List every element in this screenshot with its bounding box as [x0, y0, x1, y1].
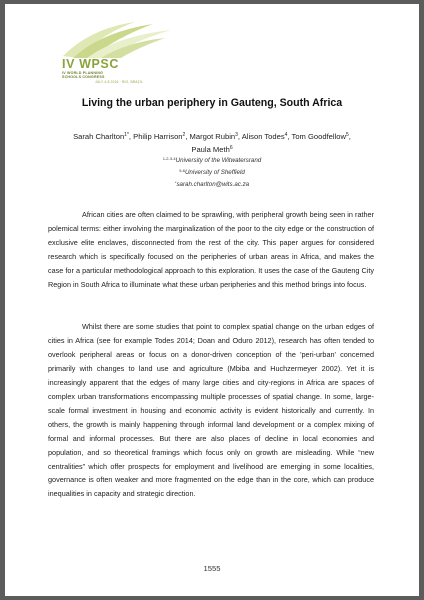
author-mark: 1* [124, 132, 129, 138]
congress-date-line: JULY 4-8 2016 · RIO, BRAZIL [95, 80, 143, 84]
affiliation [5, 169, 419, 176]
author-name: Philip Harrison [133, 132, 183, 141]
congress-logo-title: IV WPSC [62, 57, 119, 71]
paper-title: Living the urban periphery in Gauteng, South Africa [81, 97, 343, 109]
affiliation-mark: * [174, 180, 177, 185]
author [73, 132, 129, 141]
logo-subtitle-line: IV WORLD PLANNING [62, 71, 104, 75]
author-name: Tom Goodfellow [291, 132, 346, 141]
author-name: Sarah Charlton [73, 132, 125, 141]
author [242, 132, 288, 141]
body-paragraph: African cities are often claimed to be sprawling, with peripheral growth being seen in rather polemical terms: either involving the marginalization of the poor to the city edge or the construction of exclusive elite enclaves, disconnected from the rest of the city. This paper argues for considered research which is specifically focused on the peripheries of urban areas in Africa, and makes the case for a particular methodological approach to this exploration. It uses the case of the Gauteng City Region in South Africa to illuminate what these urban peripheries and this method brings into focus. [48, 210, 374, 289]
author-list: Sarah Charlton$^{1*}$, Philip Harrison$^2$, Margot Rubin$^3$, Alison Todes$^4$, Tom Goodfellow$^5$, Paula Meth$^6$ [73, 132, 351, 154]
congress-logo-subtitle [62, 71, 105, 80]
affiliation-mark: 1-2-3-4 [162, 156, 176, 161]
affiliation-text: sarah.charlton@wits.ac.za [176, 181, 250, 188]
author [190, 132, 238, 141]
author [191, 145, 232, 154]
author-name: Margot Rubin [189, 132, 236, 141]
affiliation-text: University of the Witwatersrand [175, 157, 262, 164]
author-mark: 4 [284, 132, 288, 138]
author [292, 132, 349, 141]
document-page [5, 4, 419, 596]
author-mark: 2 [182, 132, 186, 138]
author-mark: 3 [235, 132, 238, 138]
page-number: 1555 [203, 564, 221, 573]
corresponding-email [5, 181, 419, 188]
affiliation-mark: 5-6 [179, 168, 185, 173]
affiliation [5, 157, 419, 164]
author-mark: 6 [229, 145, 233, 151]
congress-logo-icon [61, 20, 173, 60]
author-name: Alison Todes [241, 132, 285, 141]
author [133, 132, 185, 141]
affiliation-text: University of Sheffield [184, 169, 245, 176]
author-name: Paula Meth [191, 145, 230, 154]
body-paragraph: Whilst there are some studies that point to complex spatial change on the urban edges of cities in Africa (see for example Todes 2014; Doan and Oduro 2012), research has often tended to overlook peripheral areas or focus on a donor-driven conception of the 'peri-urban' concerned primarily with changes to land use and agriculture (Mbiba and Huchzermeyer 2002). Yet it is increasingly apparent that the edges of many large cities and city-regions in Africa are spaces of complex urban transformations encompassing multiple processes of spatial change. In some, large-scale formal investment in housing and economic activity is evident historically and currently. In others, the growth is mainly happening through informal land development or a complex mixing of formal and informal processes. But there are also places of decline in local economies and population, and so theoretical framings which focus only on growth are misleading. While “new centralities” which offer prospects for employment and livelihood are emerging in some localities, governance is often weaker and more fragmented on the edge than in the core, which can produce inequalities in capacity and strategic direction. [48, 322, 374, 499]
logo-subtitle-line: SCHOOLS CONGRESS [62, 75, 105, 80]
author-mark: 5 [345, 132, 349, 138]
